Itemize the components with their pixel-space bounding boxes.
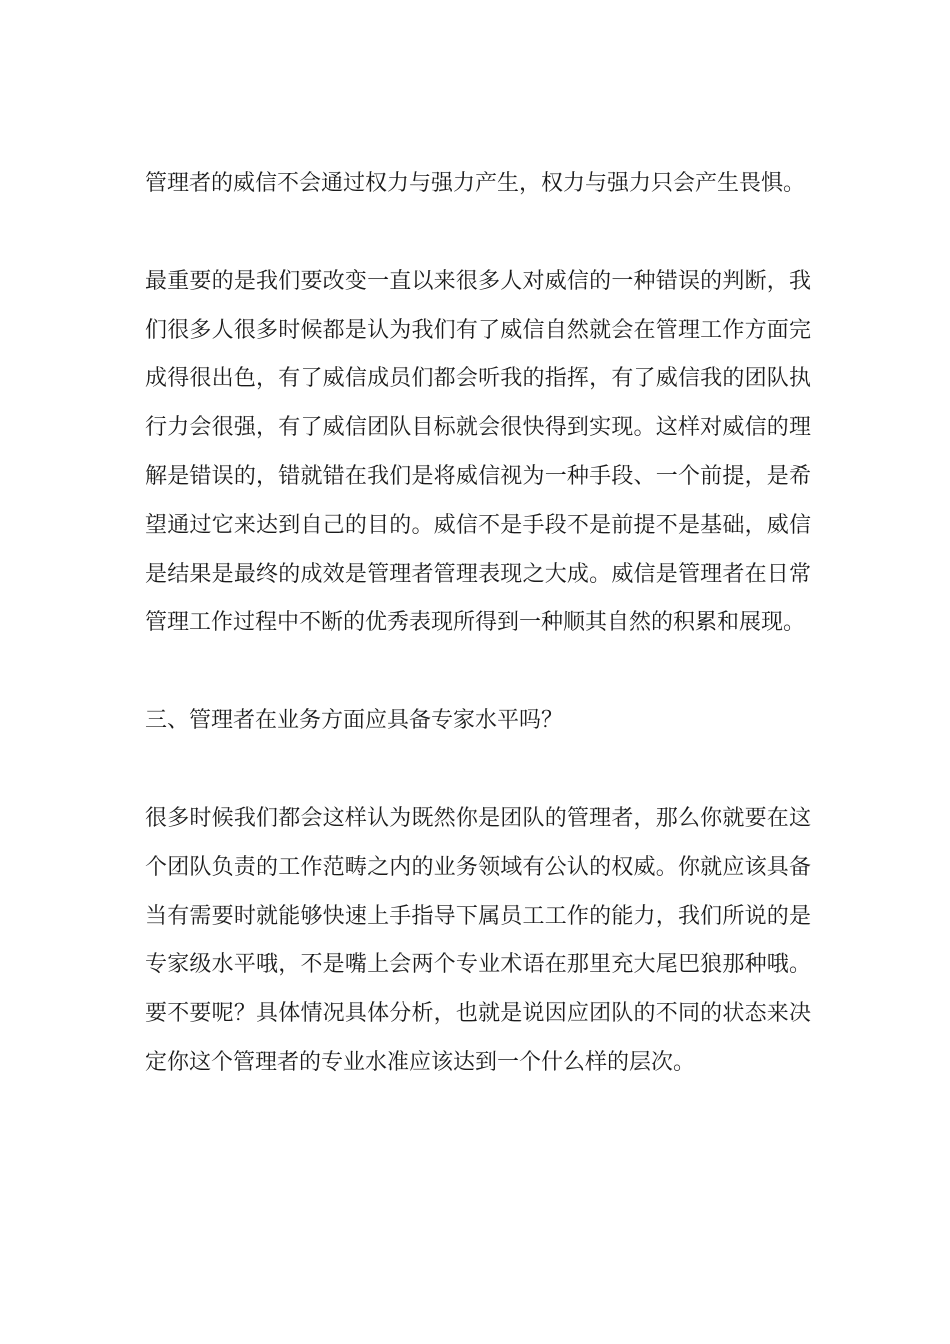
paragraph-authority-misconception: 最重要的是我们要改变一直以来很多人对威信的一种错误的判断，我们很多人很多时候都是认为我们有了威信自然就会在管理工作方面完成得很出色，有了威信成员们都会听我的指挥，有了威信我的团队执行力会很强，有了威信团队目标就会很快得到实现。这样对威信的理解是错误的，错就错在我们是将威信视为一种手段、一个前提，是希望通过它来达到自己的目的。威信不是手段不是前提不是基础，威信是结果是最终的成效是管理者管理表现之大成。威信是管理者在日常管理工作过程中不断的优秀表现所得到一种顺其自然的积累和展现。 — [145, 268, 811, 636]
section-heading-three: 三、管理者在业务方面应具备专家水平吗？ — [145, 708, 564, 734]
document-body — [145, 160, 811, 1088]
paragraph-expert-level: 很多时候我们都会这样认为既然你是团队的管理者，那么你就要在这个团队负责的工作范畴之内的业务领域有公认的权威。你就应该具备当有需要时就能够快速上手指导下属员工工作的能力，我们所说的是专家级水平哦，不是嘴上会两个专业术语在那里充大尾巴狼那种哦。要不要呢？具体情况具体分析，也就是说因应团队的不同的状态来决定你这个管理者的专业水准应该达到一个什么样的层次。 — [145, 805, 811, 1075]
paragraph-authority-intro: 管理者的威信不会通过权力与强力产生，权力与强力只会产生畏惧。 — [145, 171, 806, 196]
